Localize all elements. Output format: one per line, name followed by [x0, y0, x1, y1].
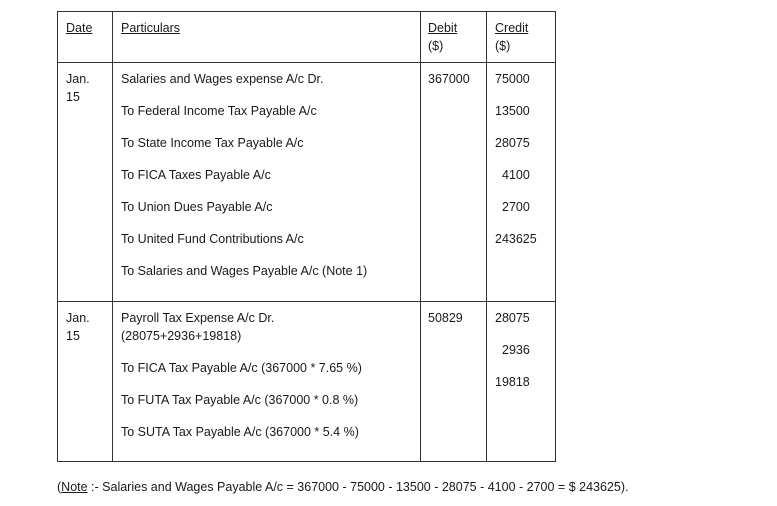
entry2-credit: 19818: [495, 375, 530, 389]
entry2-credit: 2936: [502, 343, 530, 357]
header-credit-unit: ($): [495, 39, 511, 53]
entry1-credit: 28075: [495, 136, 530, 150]
entry1-credit: 13500: [495, 104, 530, 118]
entry2-line: To FICA Tax Payable A/c (367000 * 7.65 %): [121, 361, 362, 375]
column-divider: [486, 12, 487, 461]
entry1-credit: 75000: [495, 72, 530, 86]
header-date: Date: [66, 21, 93, 35]
entry1-credit: 2700: [502, 200, 530, 214]
journal-entry-table: [57, 11, 556, 462]
entry1-line: Salaries and Wages expense A/c Dr.: [121, 72, 324, 86]
entry1-date-day: 15: [66, 90, 80, 104]
row-divider: [58, 301, 555, 302]
header-credit: Credit: [495, 21, 529, 35]
entry2-date-day: 15: [66, 329, 80, 343]
header-debit-unit: ($): [428, 39, 444, 53]
entry2-date-month: Jan.: [66, 311, 90, 325]
header-particulars: Particulars: [121, 21, 181, 35]
footnote-text: :- Salaries and Wages Payable A/c = 367000 - 75000 - 13500 - 28075 - 4100 - 2700 = $ 243625).: [87, 480, 629, 494]
entry2-line: Payroll Tax Expense A/c Dr.: [121, 311, 275, 325]
entry1-credit: 243625: [495, 232, 537, 246]
entry2-line-calc: (28075+2936+19818): [121, 329, 242, 343]
entry1-line: To State Income Tax Payable A/c: [121, 136, 304, 150]
entry1-line: To Salaries and Wages Payable A/c (Note 1): [121, 264, 368, 278]
entry2-credit: 28075: [495, 311, 530, 325]
footnote-open-paren: (: [57, 480, 62, 494]
entry1-date-month: Jan.: [66, 72, 90, 86]
entry1-line: To United Fund Contributions A/c: [121, 232, 304, 246]
column-divider: [420, 12, 421, 461]
header-divider: [58, 62, 555, 63]
entry1-line: To FICA Taxes Payable A/c: [121, 168, 271, 182]
entry1-debit: 367000: [428, 72, 470, 86]
footnote-label: Note: [61, 480, 88, 494]
entry2-line: To SUTA Tax Payable A/c (367000 * 5.4 %): [121, 425, 359, 439]
entry1-line: To Union Dues Payable A/c: [121, 200, 273, 214]
entry2-line: To FUTA Tax Payable A/c (367000 * 0.8 %): [121, 393, 359, 407]
column-divider: [112, 12, 113, 461]
footnote: [57, 478, 628, 496]
entry2-debit: 50829: [428, 311, 463, 325]
entry1-credit: 4100: [502, 168, 530, 182]
header-debit: Debit: [428, 21, 458, 35]
entry1-line: To Federal Income Tax Payable A/c: [121, 104, 317, 118]
